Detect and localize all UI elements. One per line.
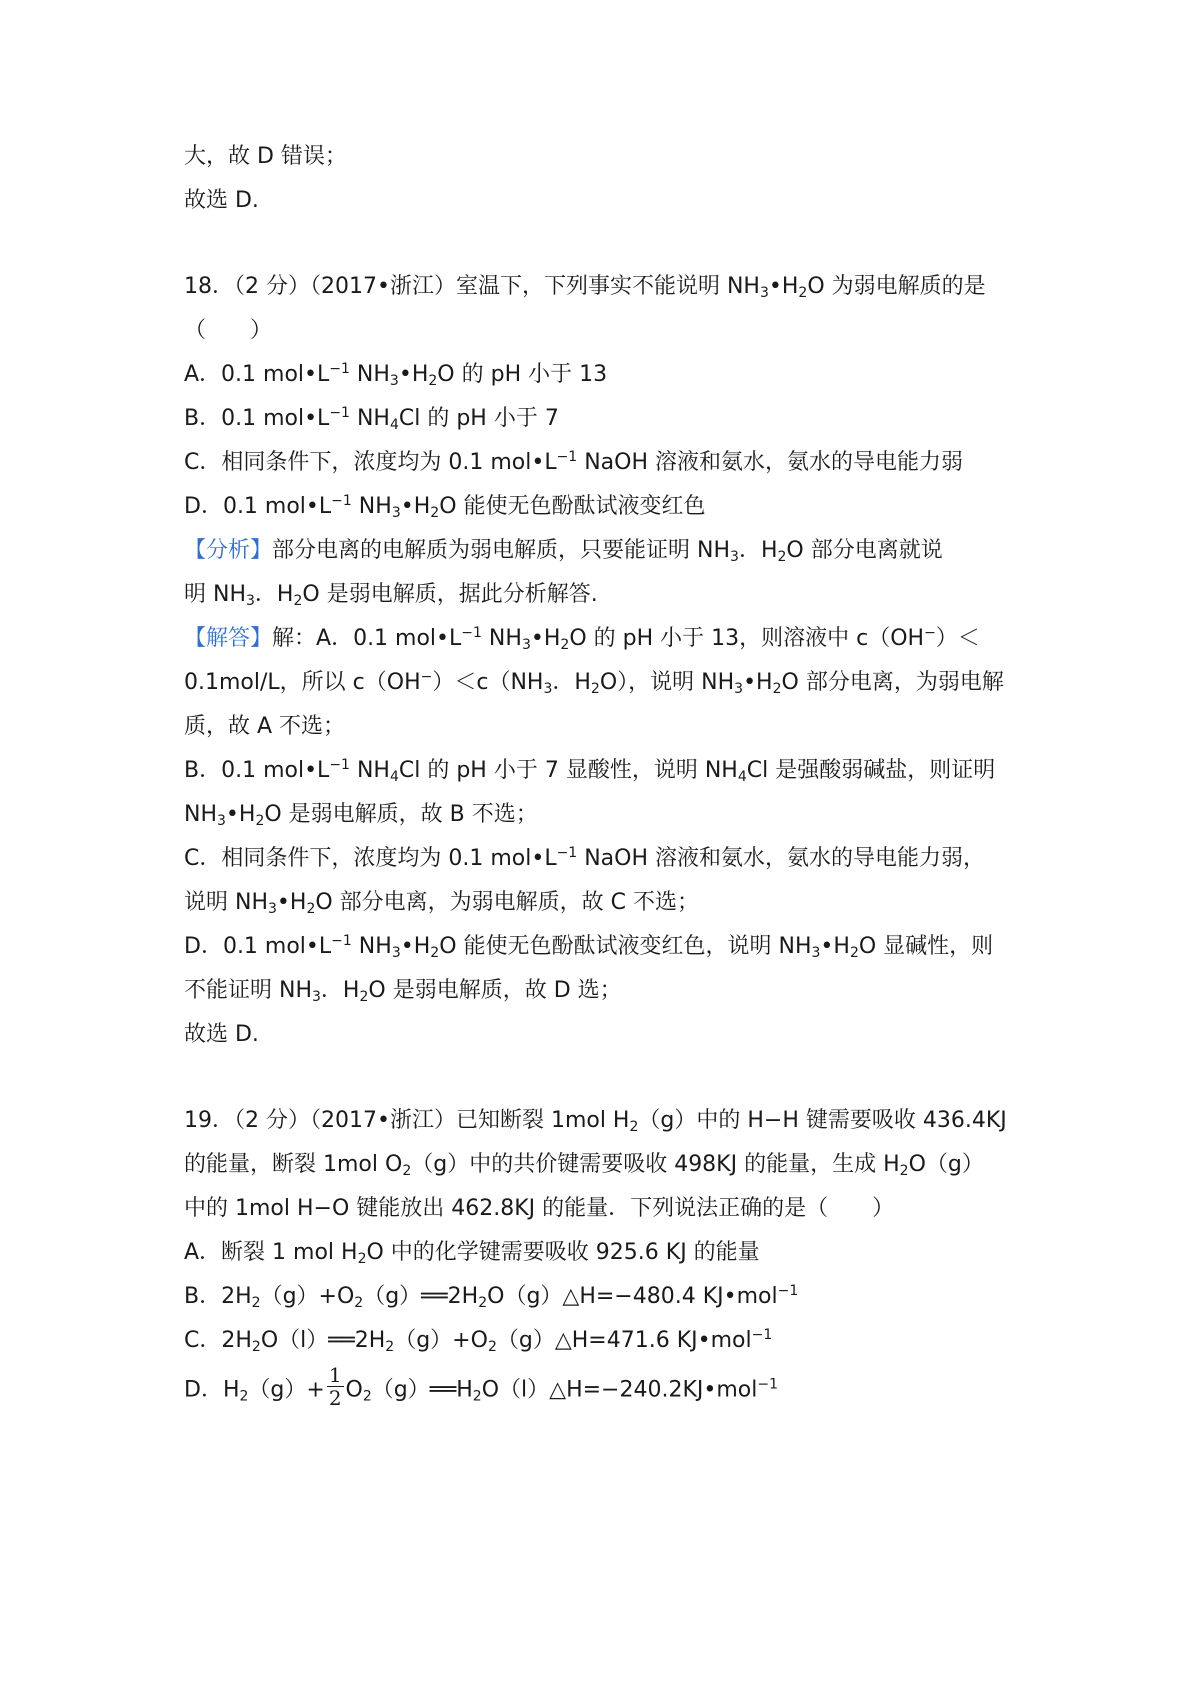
prev-answer-line: 故选 D. — [184, 188, 259, 213]
q18-option-b: B．0.1 $mol•L^{-1}$ $NH_4Cl$ 的 pH 小于 7 — [184, 405, 559, 433]
q19-option-b: B．$2H_2(g)+O_2(g)══2H_2O(g)\triangle H=-480.4$ KJ•mol$^{-1}$ — [184, 1283, 799, 1311]
q18-analysis-line-1: 【分析】部分电离的电解质为弱电解质，只要能证明 $NH_3$．$H_2O$ 部分电离就说 — [184, 538, 943, 565]
q18-solution-line-9: 不能证明 $NH_3$．$H_2O$ 是弱电解质，故 D 选； — [184, 978, 622, 1005]
q19-stem-line-1: 19．（2 分）（2017•浙江）已知断裂 1mol $H_2(g)$中的 H−H 键需要吸收 436.4KJ — [184, 1108, 1007, 1135]
q19-stem-line-2: 的能量，断裂 1mol $O_2(g)$中的共价键需要吸收 498KJ 的能量，生成 $H_2O(g)$ — [184, 1152, 984, 1179]
q19-stem-line-3: 中的 1mol H−O 键能放出 462.8KJ 的能量．下列说法正确的是（ ） — [184, 1196, 895, 1221]
q19-option-a: A．断裂 1 mol $H_2O$ 中的化学键需要吸收 925.6 KJ 的能量 — [184, 1240, 760, 1267]
q18-option-d: D．0.1 $mol•L^{-1}$ $NH_3•H_2O$ 能使无色酚酞试液变红色 — [184, 493, 706, 521]
analysis-tag: 【分析】 — [184, 538, 273, 563]
q18-solution-line-1: 【解答】解：A．0.1 $mol•L^{-1}$ $NH_3•H_2O$ 的 pH 小于 13，则溶液中 c（OH−）＜ — [184, 625, 980, 653]
one-half-fraction: $\frac{1}{2}$ — [328, 1363, 342, 1410]
q18-stem-line-1: 18．（2 分）（2017•浙江）室温下，下列事实不能说明 $NH_3•H_2O$ 为弱电解质的是 — [184, 274, 986, 301]
q18-solution-line-6: C．相同条件下，浓度均为 0.1 $mol•L^{-1}$ NaOH 溶液和氨水，氨水的导电能力弱， — [184, 845, 986, 871]
q18-solution-line-2: 0.1mol/L，所以 $c(OH^-)<c(NH_3$．$H_2O$），说明 $NH_3•H_2O$ 部分电离，为弱电解 — [184, 669, 1004, 697]
q19-option-d: D．$H_2(g)+$ $\frac{1}{2}$ $O_2(g)══H_2O(l)\triangle H=-240.2KJ•mol^{-1}$ — [184, 1363, 778, 1410]
q18-solution-line-8: D．0.1 $mol•L^{-1}$ $NH_3•H_2O$ 能使无色酚酞试液变红色，说明 $NH_3•H_2O$ 显碱性，则 — [184, 933, 994, 961]
q18-option-c: C．相同条件下，浓度均为 0.1 $mol•L^{-1}$ NaOH 溶液和氨水，氨水的导电能力弱 — [184, 449, 964, 475]
q18-solution-line-3: 质，故 A 不选； — [184, 714, 346, 739]
q18-solution-line-4: B．0.1 $mol•L^{-1}$ $NH_4Cl$ 的 pH 小于 7 显酸性，说明 $NH_4Cl$ 是强酸弱碱盐，则证明 — [184, 757, 996, 785]
solution-tag: 【解答】 — [184, 626, 273, 651]
q18-stem-line-2: （ ） — [184, 318, 273, 343]
q18-solution-line-7: 说明 $NH_3•H_2O$ 部分电离，为弱电解质，故 C 不选； — [184, 890, 700, 917]
prev-explanation-line: 大，故 D 错误； — [184, 144, 347, 169]
q19-option-c: C．$2H_2O(l)══2H_2(g)+O_2(g)\triangle H=471.6$ KJ•mol$^{-1}$ — [184, 1327, 773, 1355]
q18-analysis-line-2: 明 $NH_3$．$H_2O$ 是弱电解质，据此分析解答. — [184, 582, 598, 609]
q18-option-a: A．0.1 $mol•L^{-1}$ $NH_3•H_2O$ 的 pH 小于 13 — [184, 361, 608, 389]
q18-answer-line: 故选 D. — [184, 1022, 259, 1047]
q18-solution-line-5: $NH_3•H_2O$ 是弱电解质，故 B 不选； — [184, 802, 538, 829]
